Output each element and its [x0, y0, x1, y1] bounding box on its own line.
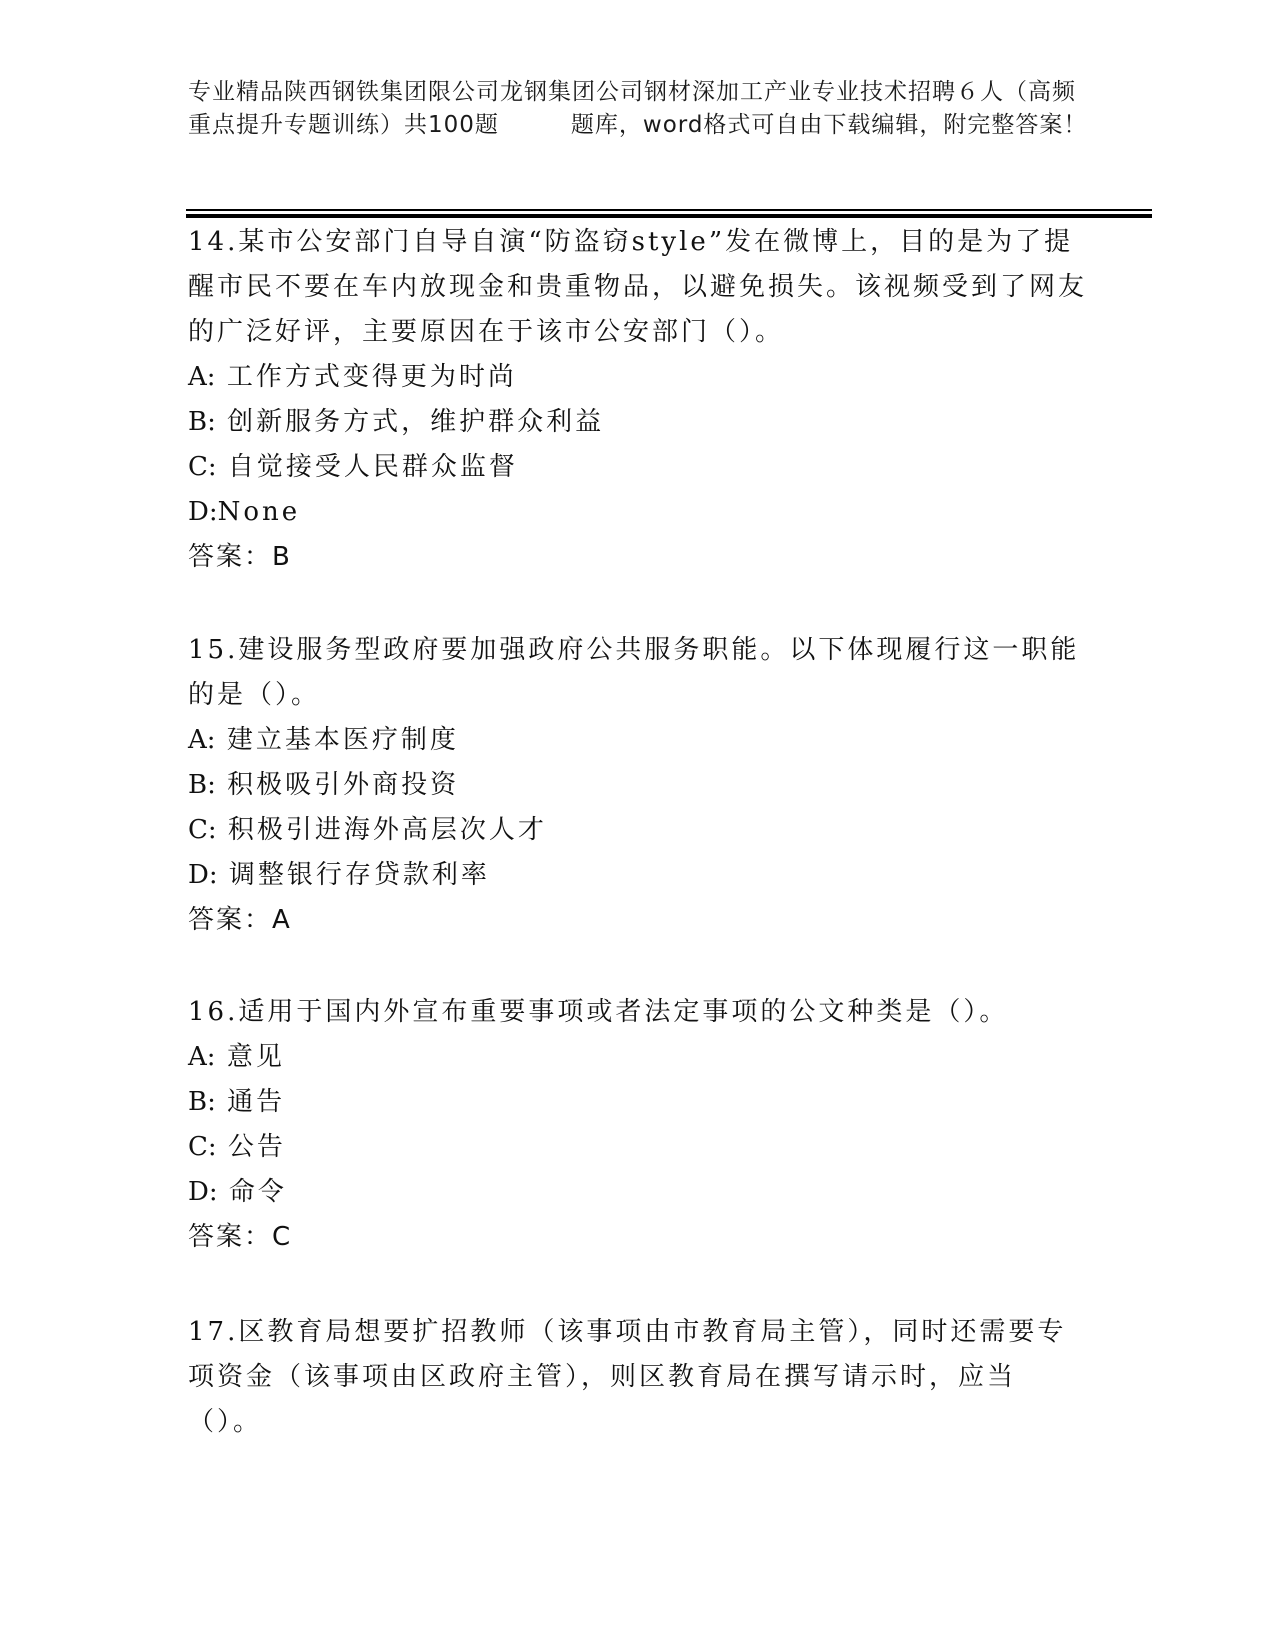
option-text: 公告 — [227, 1132, 286, 1162]
option-b — [188, 1080, 1088, 1125]
option-c — [188, 808, 1088, 853]
option-key: B: — [188, 407, 216, 437]
option-b — [188, 400, 1088, 445]
option-d — [188, 853, 1088, 898]
option-key: D: — [188, 1177, 218, 1207]
option-text: 建立基本医疗制度 — [226, 725, 459, 755]
option-key: C: — [188, 815, 217, 845]
answer-label: 答案：C — [188, 1222, 293, 1252]
option-text: 工作方式变得更为时尚 — [226, 362, 517, 392]
option-d — [188, 1170, 1088, 1215]
answer-label: 答案：A — [188, 905, 292, 935]
option-text: 自觉接受人民群众监督 — [227, 452, 518, 482]
option-text: 积极吸引外商投资 — [227, 770, 460, 800]
option-key: B: — [188, 770, 216, 800]
option-text: None — [217, 497, 301, 527]
option-b — [188, 763, 1088, 808]
option-text: 积极引进海外高层次人才 — [227, 815, 547, 845]
option-d — [188, 490, 1088, 535]
option-text: 通告 — [227, 1087, 286, 1117]
option-text: 创新服务方式，维护群众利益 — [227, 407, 605, 437]
question-16 — [188, 990, 1088, 1260]
option-key: D: — [188, 860, 218, 890]
option-text: 意见 — [226, 1042, 285, 1072]
option-key: C: — [188, 1132, 217, 1162]
document-header: 专业精品陕西钢铁集团限公司龙钢集团公司钢材深加工产业专业技术招聘６人（高频重点提升专题训练）共100题 题库，word格式可自由下载编辑，附完整答案！ — [188, 79, 1088, 138]
header-divider-thick — [186, 214, 1152, 218]
option-key: B: — [188, 1087, 216, 1117]
question-text: 17.区教育局想要扩招教师（该事项由市教育局主管），同时还需要专项资金（该事项由区政府主管），则区教育局在撰写请示时，应当（）。 — [188, 1317, 1067, 1437]
question-17 — [188, 1310, 1088, 1445]
option-key: A: — [188, 362, 216, 392]
option-a — [188, 718, 1088, 763]
question-text: 15.建设服务型政府要加强政府公共服务职能。以下体现履行这一职能的是（）。 — [188, 635, 1080, 710]
question-15 — [188, 628, 1088, 943]
option-a — [188, 355, 1088, 400]
question-text: 14.某市公安部门自导自演“防盗窃style”发在微博上，目的是为了提醒市民不要在车内放现金和贵重物品，以避免损失。该视频受到了网友的广泛好评，主要原因在于该市公安部门（）。 — [188, 227, 1088, 347]
header-divider-thin — [186, 209, 1152, 211]
option-key: D: — [188, 497, 218, 527]
option-c — [188, 1125, 1088, 1170]
question-14 — [188, 220, 1088, 580]
option-key: A: — [188, 1042, 216, 1072]
option-key: C: — [188, 452, 217, 482]
option-c — [188, 445, 1088, 490]
question-text: 16.适用于国内外宣布重要事项或者法定事项的公文种类是（）。 — [188, 997, 1009, 1027]
answer-label: 答案：B — [188, 542, 292, 572]
option-text: 调整银行存贷款利率 — [228, 860, 490, 890]
option-text: 命令 — [228, 1177, 287, 1207]
option-key: A: — [188, 725, 216, 755]
option-a — [188, 1035, 1088, 1080]
